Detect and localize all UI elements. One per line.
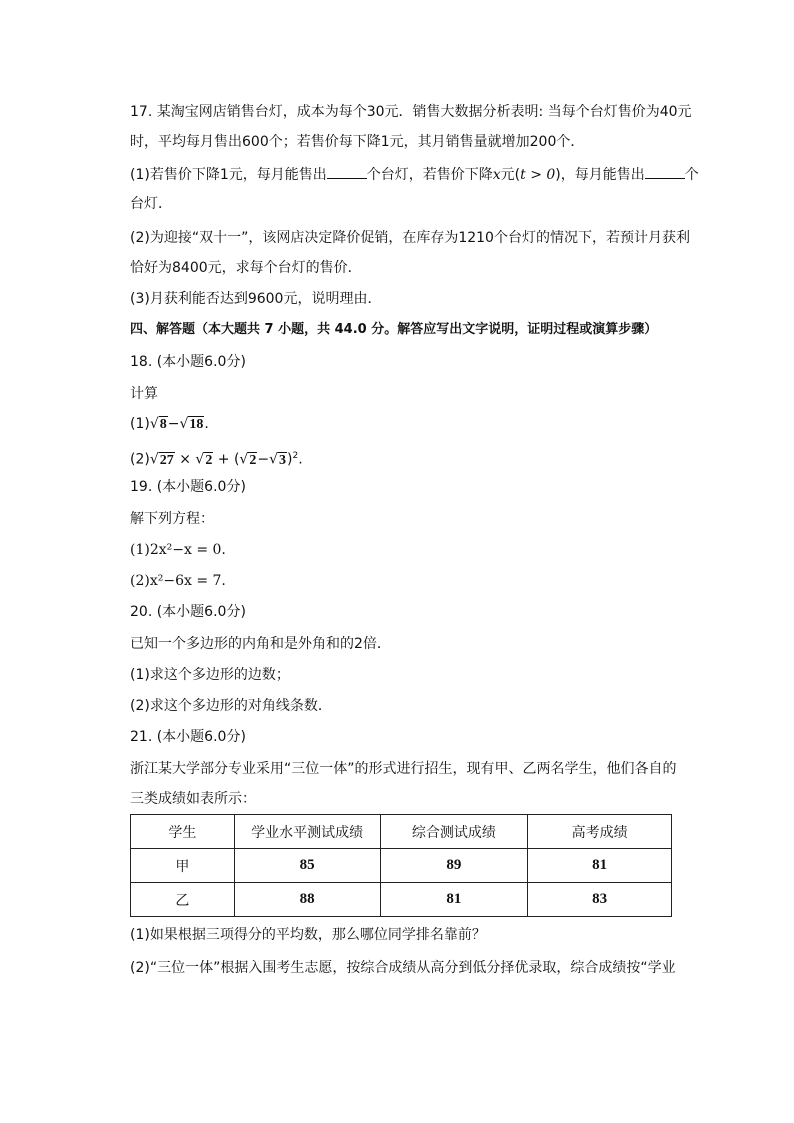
radicand-8: 8 [159, 417, 167, 432]
q18-p1-prefix: (1) [130, 416, 150, 432]
table-header-cell: 高考成绩 [528, 815, 672, 849]
q20-header: 20. (本小题6.0分) [130, 604, 246, 620]
q17-part3: (3)月获利能否达到9600元，说明理由． [130, 291, 382, 307]
radicand-3: 3 [279, 452, 286, 468]
q18-instruction: 计算 [130, 386, 158, 402]
minus-sign: − [257, 451, 270, 468]
q20-part2: (2)求这个多边形的对角线条数． [130, 698, 332, 714]
q17-line1: 17. 某淘宝网店销售台灯，成本为每个30元．销售大数据分析表明: 当每个台灯售价为40元 [130, 104, 692, 120]
q18-part2 [130, 446, 303, 471]
radicand-2b: 2 [249, 452, 257, 468]
q17-part1-cont: 台灯． [130, 196, 172, 212]
q19-instruction: 解下列方程： [130, 511, 214, 527]
close-paren: ) [287, 451, 293, 468]
radicand-27: 27 [159, 452, 174, 468]
minus-sign: − [167, 416, 180, 432]
period: . [204, 416, 209, 432]
radicand-2: 2 [205, 452, 213, 468]
q21-line2: 三类成绩如表所示： [130, 791, 256, 807]
q18-header: 18. (本小题6.0分) [130, 354, 246, 370]
answer-blank-2 [645, 164, 685, 179]
q17-part2-line2: 恰好为8400元，求每个台灯的售价． [130, 260, 362, 276]
score-cell: 81 [528, 849, 672, 883]
q17-part1-text-c: 元( [500, 167, 521, 183]
q20-part1: (1)求这个多边形的边数； [130, 667, 290, 683]
sqrt-symbol: √ [269, 451, 278, 468]
answer-blank-1 [327, 164, 367, 179]
q18-part1 [130, 414, 209, 435]
table-header-row [131, 815, 672, 849]
q21-part1: (1)如果根据三项得分的平均数，那么哪位同学排名靠前？ [130, 927, 486, 943]
table-header-cell: 学生 [131, 815, 235, 849]
scores-table [130, 814, 672, 917]
period: . [298, 451, 303, 468]
radicand-18: 18 [189, 417, 204, 432]
table-row [131, 849, 672, 883]
q17-line2: 时，平均每月售出600个；若售价每下降1元，其月销售量就增加200个． [130, 134, 585, 150]
q21-header: 21. (本小题6.0分) [130, 729, 246, 745]
table-header-cell: 综合测试成绩 [380, 815, 528, 849]
q17-part1-text-e: 个 [684, 167, 699, 183]
student-name-cell: 甲 [131, 849, 235, 883]
student-name-cell: 乙 [131, 883, 235, 917]
q18-p2-prefix: (2) [130, 451, 150, 468]
q17-part1-text-a: (1)若售价下降1元，每月能售出 [130, 167, 327, 183]
q19-part1: (1)2x²−x = 0. [130, 542, 226, 558]
q19-part2: (2)x²−6x = 7. [130, 573, 226, 589]
score-cell: 85 [234, 849, 380, 883]
q17-part1-text-b: 个台灯，若售价下降 [366, 167, 493, 183]
q21-line1: 浙江某大学部分专业采用“三位一体”的形式进行招生，现有甲、乙两名学生，他们各自的 [130, 761, 677, 777]
q20-line1: 已知一个多边形的内角和是外角和的2倍． [130, 636, 391, 652]
q17-part1 [130, 164, 699, 185]
score-cell: 83 [528, 883, 672, 917]
sqrt-symbol: √ [149, 451, 159, 468]
score-cell: 89 [380, 849, 528, 883]
q17-part1-text-d: )，每月能售出 [555, 167, 645, 183]
condition-t: t > 0 [520, 167, 556, 183]
table-header-cell: 学业水平测试成绩 [234, 815, 380, 849]
variable-x: x [492, 167, 501, 183]
q21-part2: (2)“三位一体”根据入围考生志愿，按综合成绩从高分到低分择优录取，综合成绩按“学业 [130, 960, 676, 976]
section-4-heading: 四、解答题（本大题共 7 小题，共 44.0 分。解答应写出文字说明，证明过程或演算步骤） [130, 322, 658, 337]
q19-header: 19. (本小题6.0分) [130, 479, 246, 495]
times-sign: × [174, 451, 196, 468]
table-row [131, 883, 672, 917]
sqrt-symbol: √ [239, 451, 249, 468]
sqrt-symbol: √ [179, 416, 189, 432]
sqrt-symbol: √ [195, 451, 205, 468]
score-cell: 81 [380, 883, 528, 917]
score-cell: 88 [234, 883, 380, 917]
exponent-2: 2 [292, 451, 299, 461]
q17-part2-line1: (2)为迎接“双十一”，该网店决定降价促销，在库存为1210个台灯的情况下，若预计月获利 [130, 230, 690, 246]
plus-sign: + ( [213, 451, 240, 468]
sqrt-symbol: √ [149, 416, 159, 432]
